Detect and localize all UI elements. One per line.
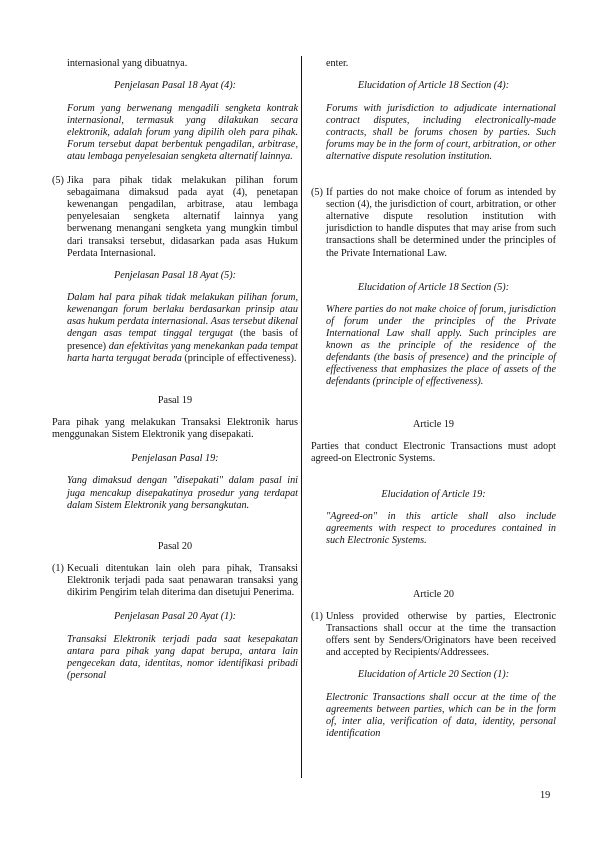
elucidation-heading: Elucidation of Article 20 Section (1):: [357, 669, 510, 681]
paragraph-number: (1): [311, 610, 323, 622]
article-title: Pasal 20: [157, 540, 193, 552]
paragraph-number: (5): [311, 187, 323, 199]
numbered-paragraph: [311, 187, 556, 260]
elucidation-body: Transaksi Elektronik terjadi pada saat kesepakatan antara para pihak yang dapat berupa, antara lain pengecekan data, identitas, nomor identifikasi pribadi (personal: [67, 633, 298, 681]
elucidation-heading: Elucidation of Article 18 Section (4):: [357, 80, 510, 92]
continuation-text: enter.: [326, 58, 349, 69]
elucidation-body: Electronic Transactions shall occur at the time of the agreements between parties, which can be in the form of, inter alia, verification of data, identity, personal identification: [326, 691, 556, 739]
elucidation-body: Where parties do not make choice of forum, jurisdiction of forum under the principles of the Private International Law shall apply. Such principles are known as the principle of the residence of the defendants (the basis of presence) and the principle of effectiveness that emphasizes the place of assets of the defendants (principle of effectiveness).: [326, 303, 556, 388]
elucidation-body: Forum yang berwenang mengadili sengketa kontrak internasional, termasuk yang dilakukan secara elektronik, adalah forum yang dipilih oleh para pihak. Forum tersebut dapat berbentuk pengadilan, arbitrase, atau lembaga penyelesaian sengketa alternatif lainnya.: [67, 102, 298, 162]
paragraph-text: Jika para pihak tidak melakukan pilihan forum sebagaimana dimaksud pada ayat (4), penetapan kewenangan pengadilan, arbitrase, atau lembaga penyelesaian sengketa alternatif lainnya yang berwenang menangani sengketa yang mungkin timbul dari transaksi tersebut, didasarkan pada asas Hukum Perdata Internasional.: [67, 175, 298, 259]
elucidation-heading: Penjelasan Pasal 18 Ayat (4):: [113, 80, 237, 92]
elucidation-heading: Elucidation of Article 18 Section (5):: [357, 281, 510, 293]
elucidation-heading: Elucidation of Article 19:: [381, 489, 486, 500]
elucidation-body: Yang dimaksud dengan "disepakati" dalam pasal ini juga mencakup disepakatinya prosedur yang terdapat dalam Sistem Elektronik yang bersangkutan.: [67, 475, 298, 511]
elucidation-heading: Penjelasan Pasal 19:: [131, 453, 219, 465]
continuation-text: internasional yang dibuatnya.: [67, 58, 188, 69]
numbered-paragraph: [311, 611, 556, 659]
article-title: Article 20: [412, 588, 455, 600]
paragraph-number: (5): [52, 175, 64, 187]
paragraph-number: (1): [52, 563, 64, 575]
column-divider: [301, 56, 302, 778]
article-title: Pasal 19: [157, 394, 193, 406]
page-number: 19: [540, 790, 551, 801]
left-column-indonesian: [52, 58, 298, 682]
paragraph-text: Unless provided otherwise by parties, Electronic Transactions shall occur at the time the transaction offers sent by Senders/Originators have been received and accepted by Recipients/Addressees.: [326, 610, 556, 659]
article-text: Para pihak yang melakukan Transaksi Elektronik harus menggunakan Sistem Elektronik yang disepakati.: [52, 417, 298, 441]
elucidation-body: Dalam hal para pihak tidak melakukan pilihan forum, kewenangan forum berlaku berdasarkan prinsip atau asas hukum perdata internasional. Asas tersebut dikenal dengan asas tempat tinggal tergugat (the basis of presence) dan efektivitas yang menekankan pada tempat harta harta tergugat berada (principle of effectiveness).: [67, 292, 298, 364]
paragraph-text: If parties do not make choice of forum as intended by section (4), the jurisdiction of court, arbitration, or other alternative dispute resolution institution with jurisdiction to handle disputes that may arise from such transactions shall be determined under the principles of the Private International Law.: [326, 187, 556, 259]
elucidation-body: "Agreed-on" in this article shall also include agreements with respect to procedures contained in such Electronic Systems.: [326, 511, 556, 547]
right-column-english: [311, 58, 556, 740]
article-text: Parties that conduct Electronic Transactions must adopt agreed-on Electronic Systems.: [311, 440, 556, 464]
elucidation-heading: Penjelasan Pasal 18 Ayat (5):: [113, 269, 237, 281]
numbered-paragraph: [52, 563, 298, 599]
elucidation-body: Forums with jurisdiction to adjudicate international contract disputes, including electronically-made contracts, shall be forums chosen by parties. Such forums may be in the form of court, arbitration, or other alternative dispute resolution institution.: [326, 102, 556, 162]
numbered-paragraph: [52, 175, 298, 260]
elucidation-heading: Penjelasan Pasal 20 Ayat (1):: [113, 611, 237, 623]
paragraph-text: Kecuali ditentukan lain oleh para pihak, Transaksi Elektronik terjadi pada saat penawaran transaksi yang dikirim Pengirim telah diterima dan disetujui Penerima.: [67, 563, 298, 599]
article-title: Article 19: [412, 418, 455, 430]
